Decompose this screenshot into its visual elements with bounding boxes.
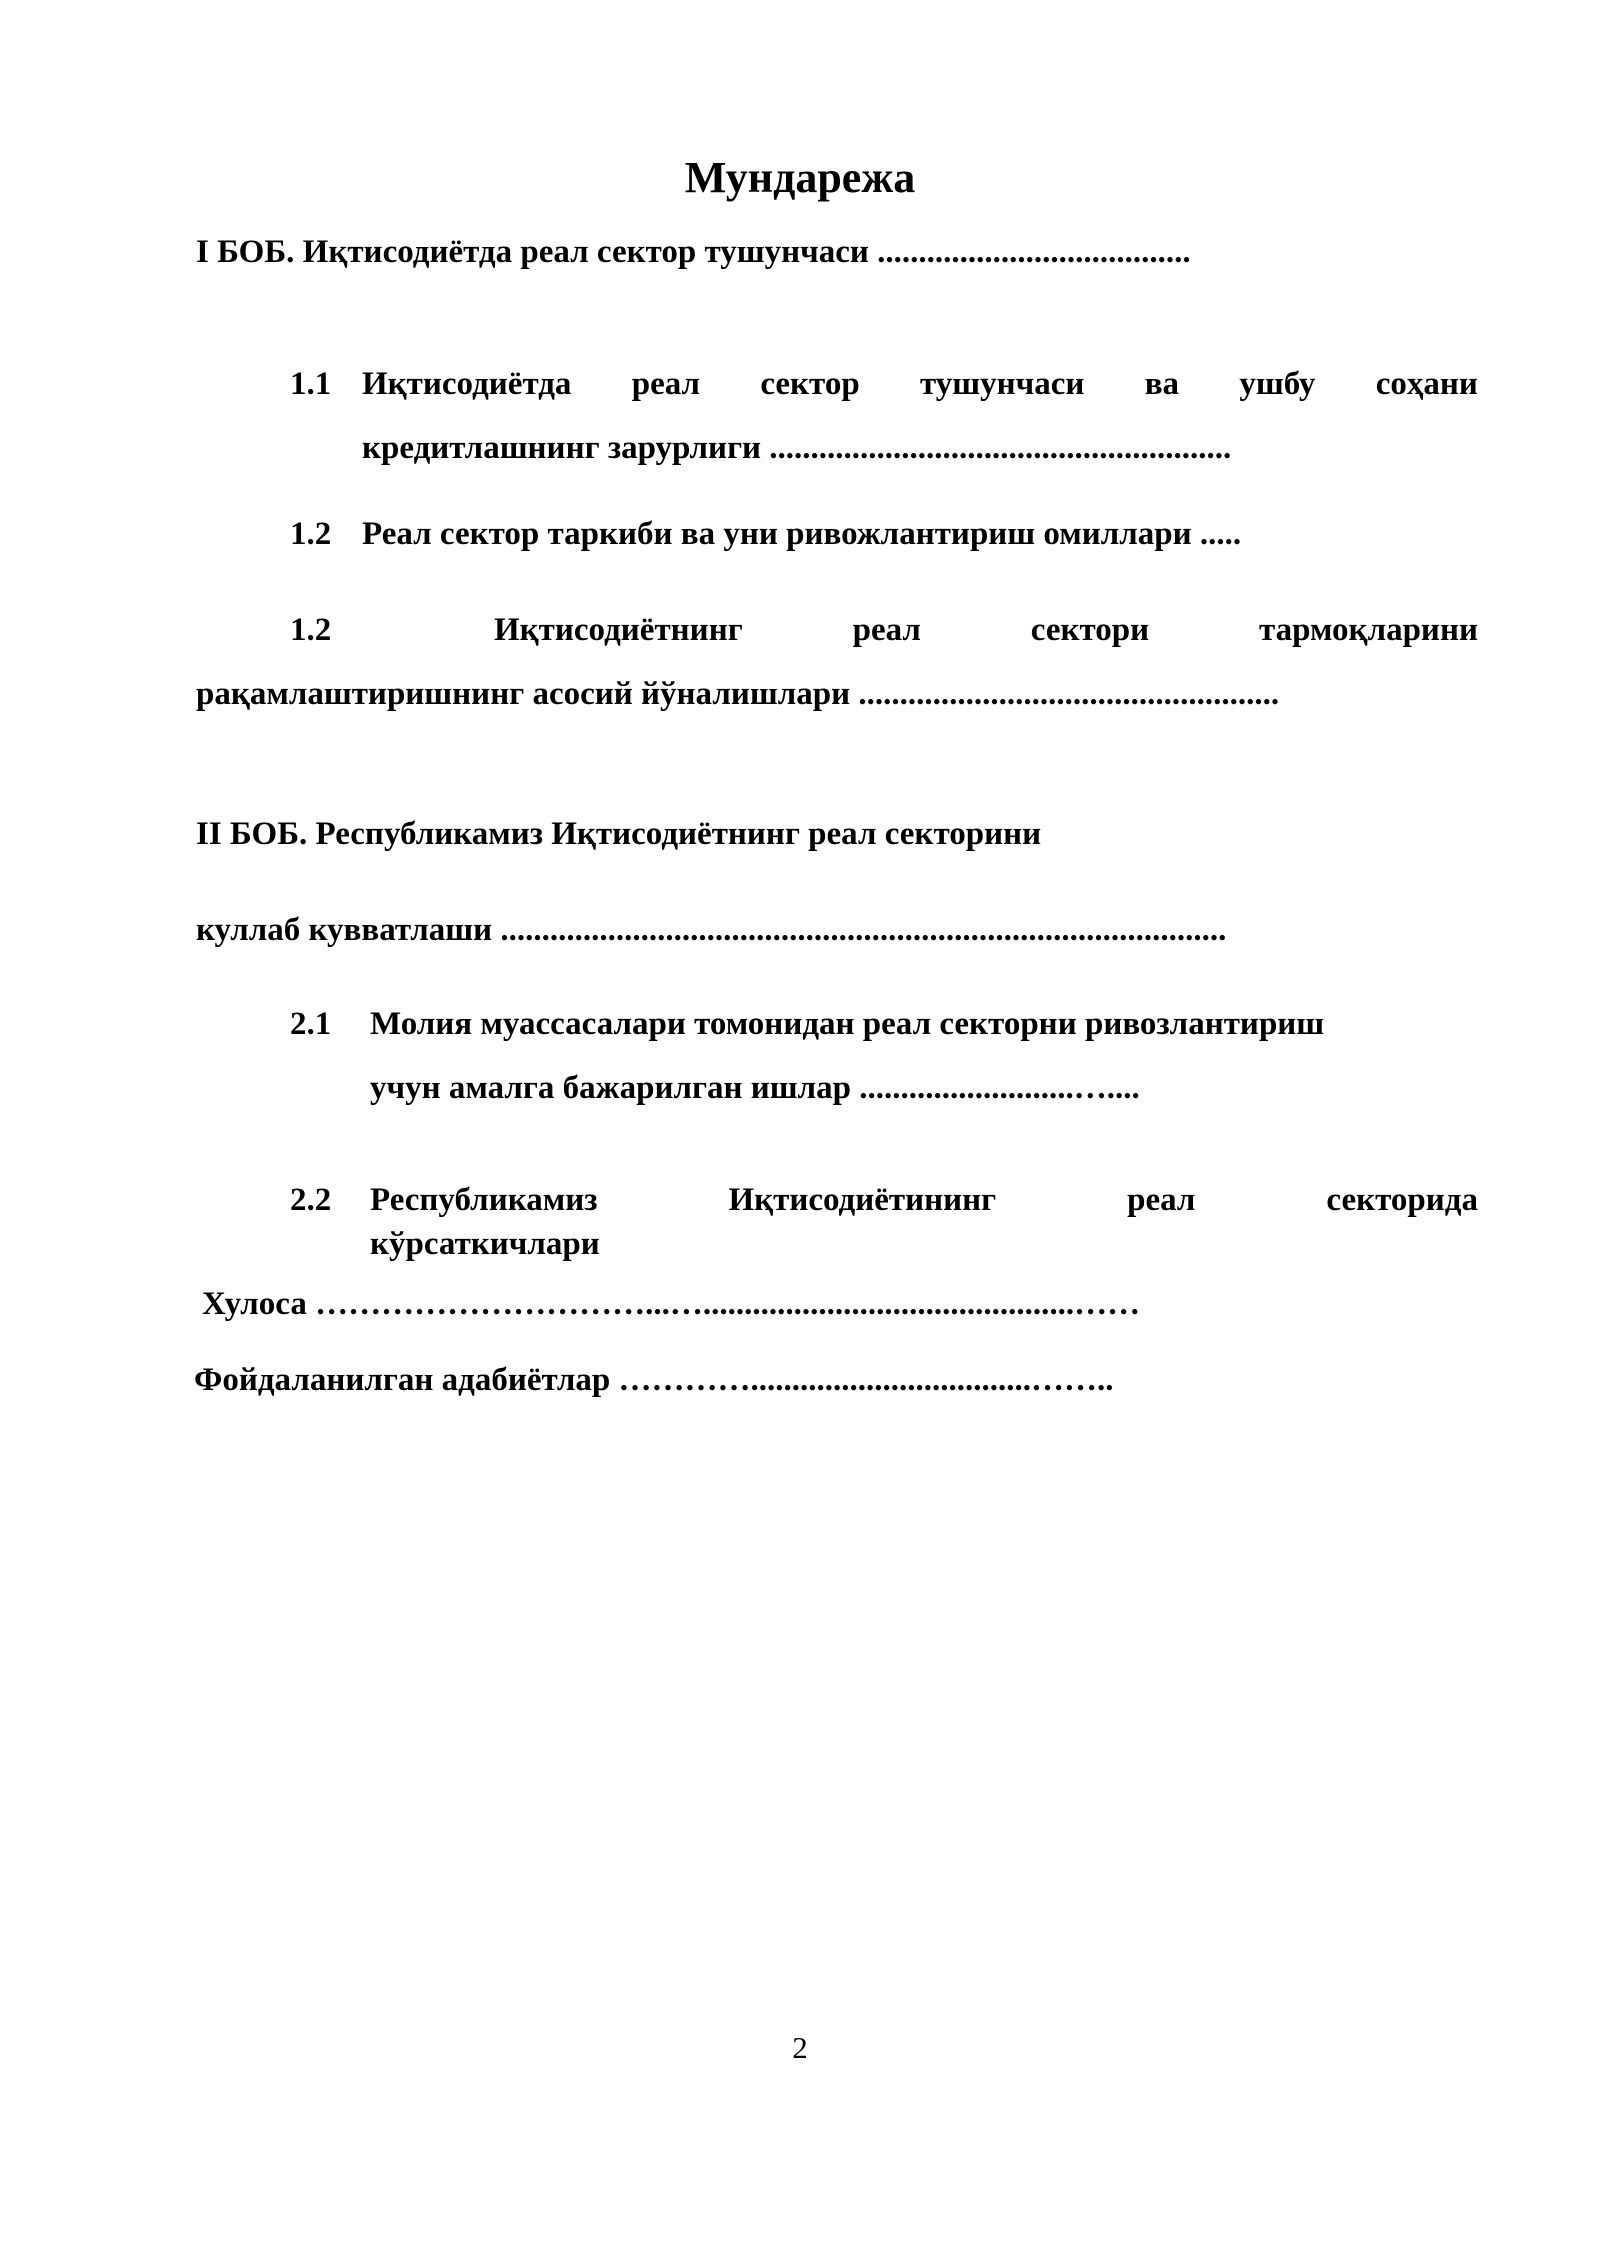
toc-section-1-2-number: 1.2 bbox=[290, 516, 332, 552]
toc-section-2-1-line2: учун амалга бажарилган ишлар ..........................….... bbox=[370, 1070, 1140, 1106]
toc-section-1-2b-line1 bbox=[494, 612, 1478, 649]
toc-section-2-2-line2: кўрсаткичлари bbox=[370, 1226, 600, 1262]
toc-section-2-1-line1: Молия муассасалари томонидан реал секторни ривозлантириш bbox=[370, 1006, 1325, 1042]
toc-word: реал bbox=[631, 366, 701, 402]
toc-conclusion: Хулоса …………………………...….............................................…… bbox=[202, 1286, 1141, 1322]
toc-section-1-1-number: 1.1 bbox=[290, 366, 332, 402]
toc-word: секторида bbox=[1326, 1182, 1478, 1218]
toc-section-2-2-number: 2.2 bbox=[290, 1182, 332, 1218]
toc-section-1-2b-line2: рақамлаштиришнинг асосий йўналишлари ................................................... bbox=[196, 676, 1280, 712]
toc-word: Иқтисодиётининг bbox=[728, 1182, 997, 1218]
toc-chapter-2-line1: II БОБ. Республикамиз Иқтисодиётнинг реал секторини bbox=[196, 816, 1042, 852]
toc-section-2-2-line1 bbox=[370, 1182, 1478, 1219]
toc-section-1-2b-number: 1.2 bbox=[290, 612, 332, 648]
toc-word: Иқтисодиётда bbox=[362, 366, 572, 402]
toc-section-1-1-line1 bbox=[362, 366, 1478, 403]
toc-word: соҳани bbox=[1375, 366, 1478, 402]
toc-word: Республикамиз bbox=[370, 1182, 598, 1218]
toc-chapter-1: I БОБ. Иқтисодиётда реал сектор тушунчаси ...................................... bbox=[196, 234, 1191, 270]
toc-section-1-2-text: Реал сектор таркиби ва уни ривожлантириш омиллари ..... bbox=[362, 516, 1242, 552]
toc-word: реал bbox=[1127, 1182, 1196, 1218]
toc-section-2-1-number: 2.1 bbox=[290, 1006, 332, 1042]
toc-word: тармоқларини bbox=[1259, 612, 1478, 648]
toc-word: сектор bbox=[760, 366, 860, 402]
toc-section-1-1-line2: кредитлашнинг зарурлиги ........................................................ bbox=[362, 430, 1232, 466]
toc-word: Иқтисодиётнинг bbox=[494, 612, 743, 648]
toc-references: Фойдаланилган адабиётлар …………..................................…….. bbox=[194, 1362, 1114, 1398]
toc-word: ушбу bbox=[1239, 366, 1316, 402]
toc-chapter-2-line2: куллаб кувватлаши ........................................................................................ bbox=[196, 912, 1227, 948]
toc-word: реал bbox=[852, 612, 921, 648]
toc-word: тушунчаси bbox=[919, 366, 1085, 402]
toc-word: ва bbox=[1144, 366, 1180, 402]
page-title: Мундарежа bbox=[684, 153, 916, 202]
page-number: 2 bbox=[792, 2030, 808, 2065]
toc-word: сектори bbox=[1030, 612, 1150, 648]
